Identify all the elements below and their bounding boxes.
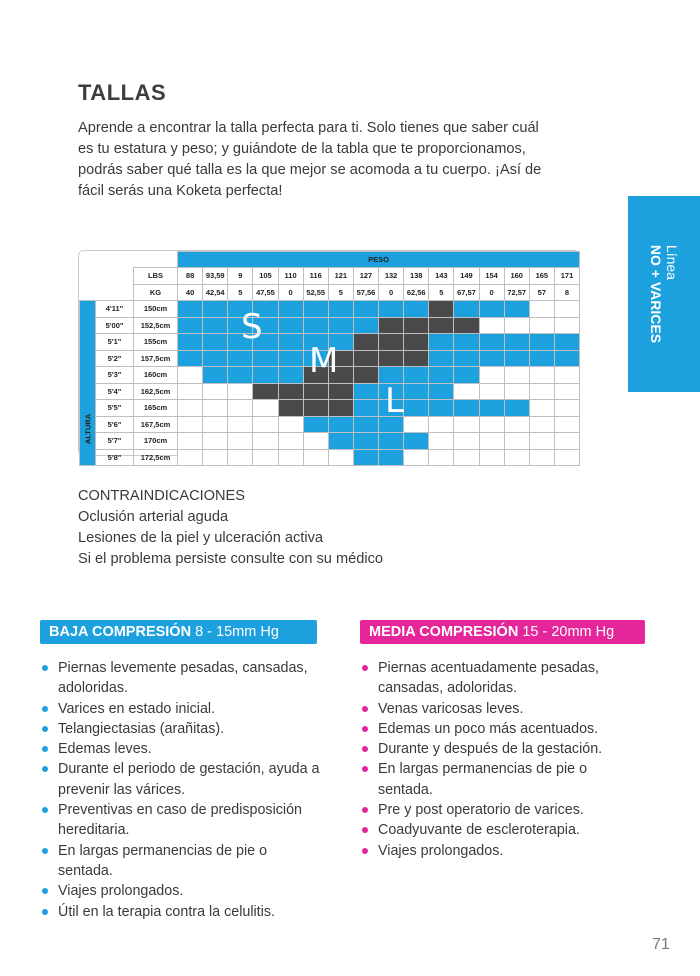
- size-cell: [429, 334, 454, 351]
- intro-line: Aprende a encontrar la talla perfecta para ti. Solo tienes que saber cuál: [78, 120, 539, 136]
- height-cm: 167,5cm: [134, 416, 178, 433]
- size-cell: [479, 334, 504, 351]
- height-cm: 170cm: [134, 433, 178, 450]
- size-cell: [253, 416, 278, 433]
- kg-value: 72,57: [504, 284, 529, 301]
- size-cell: [529, 334, 554, 351]
- list-item: Coadyuvante de escleroterapia.: [360, 820, 640, 840]
- size-cell: [178, 383, 203, 400]
- size-cell: [479, 383, 504, 400]
- size-cell: [454, 317, 479, 334]
- size-cell: [253, 383, 278, 400]
- size-cell: [379, 334, 404, 351]
- list-item: Varices en estado inicial.: [40, 699, 320, 719]
- size-cell: [454, 433, 479, 450]
- size-cell: [454, 350, 479, 367]
- size-cell: [328, 449, 353, 466]
- kg-value: 47,55: [253, 284, 278, 301]
- size-cell: [353, 317, 378, 334]
- size-cell: [504, 301, 529, 318]
- size-cell: [504, 400, 529, 417]
- list-item: Piernas levemente pesadas, cansadas, adoloridas.: [40, 658, 320, 699]
- size-cell: [454, 334, 479, 351]
- size-cell: [278, 301, 303, 318]
- size-cell: [178, 334, 203, 351]
- size-cell: [554, 383, 579, 400]
- size-cell: [429, 350, 454, 367]
- size-cell: [479, 317, 504, 334]
- size-cell: [429, 301, 454, 318]
- size-cell: [353, 350, 378, 367]
- size-cell: [529, 400, 554, 417]
- size-cell: [203, 433, 228, 450]
- size-cell: [353, 367, 378, 384]
- size-cell: [178, 449, 203, 466]
- size-cell: [404, 433, 429, 450]
- kg-value: 62,56: [404, 284, 429, 301]
- lbs-value: 165: [529, 268, 554, 285]
- size-cell: [554, 449, 579, 466]
- contraindication-item: Lesiones de la piel y ulceración activa: [78, 530, 323, 546]
- kg-row: [80, 284, 580, 301]
- size-cell: [278, 400, 303, 417]
- list-item: Venas varicosas leves.: [360, 699, 640, 719]
- size-cell: [178, 317, 203, 334]
- list-item: Pre y post operatorio de varices.: [360, 800, 640, 820]
- height-feet: 5'4": [96, 383, 134, 400]
- size-cell: [228, 449, 253, 466]
- height-cm: 150cm: [134, 301, 178, 318]
- size-cell: [328, 317, 353, 334]
- size-cell: [203, 449, 228, 466]
- size-cell: [429, 449, 454, 466]
- low-compression-title: BAJA COMPRESIÓN: [49, 624, 192, 640]
- medium-compression-list: [360, 658, 640, 861]
- list-item: Edemas leves.: [40, 739, 320, 759]
- size-cell: [278, 416, 303, 433]
- list-item: Telangiectasias (arañitas).: [40, 719, 320, 739]
- height-row: [80, 383, 580, 400]
- size-cell: [253, 400, 278, 417]
- size-cell: [479, 301, 504, 318]
- size-cell: [529, 416, 554, 433]
- size-cell: [404, 334, 429, 351]
- size-label-m: M: [309, 341, 339, 381]
- size-cell: [253, 350, 278, 367]
- height-row: [80, 416, 580, 433]
- list-item: Viajes prolongados.: [360, 841, 640, 861]
- size-cell: [454, 400, 479, 417]
- size-cell: [303, 317, 328, 334]
- size-cell: [178, 367, 203, 384]
- kg-value: 0: [278, 284, 303, 301]
- contraindication-item: Oclusión arterial aguda: [78, 509, 229, 525]
- size-cell: [529, 433, 554, 450]
- size-cell: [228, 367, 253, 384]
- size-cell: [404, 383, 429, 400]
- size-cell: [278, 449, 303, 466]
- kg-value: 57: [529, 284, 554, 301]
- size-cell: [529, 383, 554, 400]
- low-compression-header: [40, 620, 317, 644]
- size-cell: [554, 433, 579, 450]
- low-compression-range: 8 - 15mm Hg: [191, 624, 279, 640]
- height-cm: 172,5cm: [134, 449, 178, 466]
- height-feet: 5'3": [96, 367, 134, 384]
- size-cell: [328, 416, 353, 433]
- size-cell: [429, 367, 454, 384]
- intro-paragraph: [78, 118, 588, 202]
- size-cell: [479, 350, 504, 367]
- size-cell: [278, 334, 303, 351]
- size-cell: [303, 449, 328, 466]
- product-line-tab: [628, 196, 700, 392]
- size-cell: [554, 350, 579, 367]
- size-cell: [379, 350, 404, 367]
- height-cm: 157,5cm: [134, 350, 178, 367]
- size-chart: [78, 250, 580, 462]
- intro-line: podrás saber qué talla es la que mejor se acomoda a tu cuerpo. ¡Así de: [78, 162, 542, 178]
- size-cell: [529, 301, 554, 318]
- lbs-value: 110: [278, 268, 303, 285]
- size-cell: [504, 433, 529, 450]
- size-cell: [429, 400, 454, 417]
- size-cell: [203, 334, 228, 351]
- size-cell: [454, 367, 479, 384]
- kg-value: 67,57: [454, 284, 479, 301]
- list-item: En largas permanencias de pie o sentada.: [360, 759, 640, 800]
- lbs-value: 9: [228, 268, 253, 285]
- page-number: 71: [652, 936, 670, 953]
- height-row: [80, 301, 580, 318]
- size-cell: [353, 301, 378, 318]
- list-item: Preventivas en caso de predisposición hereditaria.: [40, 800, 320, 841]
- size-cell: [353, 400, 378, 417]
- lbs-value: 127: [353, 268, 378, 285]
- lbs-label: LBS: [134, 268, 178, 285]
- size-cell: [203, 317, 228, 334]
- size-cell: [328, 433, 353, 450]
- kg-label: KG: [134, 284, 178, 301]
- size-cell: [554, 301, 579, 318]
- height-row: [80, 400, 580, 417]
- height-row: [80, 433, 580, 450]
- medium-compression-title: MEDIA COMPRESIÓN: [369, 624, 519, 640]
- size-cell: [554, 317, 579, 334]
- lbs-value: 171: [554, 268, 579, 285]
- size-cell: [203, 367, 228, 384]
- chart-corner: [80, 268, 134, 285]
- height-cm: 152,5cm: [134, 317, 178, 334]
- size-cell: [328, 400, 353, 417]
- size-cell: [353, 383, 378, 400]
- kg-value: 40: [178, 284, 203, 301]
- low-compression-section: [40, 620, 320, 922]
- size-cell: [328, 301, 353, 318]
- size-cell: [479, 416, 504, 433]
- size-cell: [454, 449, 479, 466]
- low-compression-list: [40, 658, 320, 922]
- size-cell: [353, 433, 378, 450]
- height-feet: 5'6": [96, 416, 134, 433]
- height-cm: 155cm: [134, 334, 178, 351]
- height-row: [80, 449, 580, 466]
- size-cell: [303, 416, 328, 433]
- list-item: Viajes prolongados.: [40, 881, 320, 901]
- size-cell: [429, 383, 454, 400]
- size-cell: [504, 334, 529, 351]
- size-cell: [278, 317, 303, 334]
- size-cell: [429, 416, 454, 433]
- lbs-value: 121: [328, 268, 353, 285]
- size-cell: [429, 433, 454, 450]
- chart-corner: [80, 284, 134, 301]
- size-cell: [529, 350, 554, 367]
- kg-value: 0: [479, 284, 504, 301]
- height-row: [80, 317, 580, 334]
- size-cell: [253, 367, 278, 384]
- kg-value: 57,56: [353, 284, 378, 301]
- size-cell: [404, 301, 429, 318]
- size-cell: [554, 367, 579, 384]
- lbs-value: 132: [379, 268, 404, 285]
- intro-line: fácil serás una Koketa perfecta!: [78, 183, 283, 199]
- peso-label: PESO: [178, 252, 580, 268]
- size-cell: [504, 416, 529, 433]
- size-cell: [203, 383, 228, 400]
- size-cell: [278, 367, 303, 384]
- size-cell: [303, 383, 328, 400]
- size-cell: [454, 301, 479, 318]
- kg-value: 8: [554, 284, 579, 301]
- size-cell: [303, 400, 328, 417]
- medium-compression-header: [360, 620, 645, 644]
- lbs-value: 160: [504, 268, 529, 285]
- lbs-value: 88: [178, 268, 203, 285]
- size-cell: [429, 317, 454, 334]
- size-cell: [228, 416, 253, 433]
- size-cell: [228, 350, 253, 367]
- size-cell: [504, 317, 529, 334]
- kg-value: 5: [429, 284, 454, 301]
- size-cell: [303, 301, 328, 318]
- altura-axis: [80, 301, 96, 466]
- list-item: Piernas acentuadamente pesadas, cansadas, adoloridas.: [360, 658, 640, 699]
- size-cell: [404, 350, 429, 367]
- height-feet: 5'8": [96, 449, 134, 466]
- size-cell: [253, 433, 278, 450]
- size-cell: [353, 449, 378, 466]
- contraindication-note: Si el problema persiste consulte con su médico: [78, 551, 384, 567]
- size-cell: [178, 433, 203, 450]
- size-cell: [454, 416, 479, 433]
- kg-value: 5: [328, 284, 353, 301]
- size-cell: [504, 383, 529, 400]
- size-cell: [504, 449, 529, 466]
- product-line-name: NO + VARICES: [648, 244, 664, 344]
- kg-value: 52,55: [303, 284, 328, 301]
- lbs-value: 93,59: [203, 268, 228, 285]
- medium-compression-range: 15 - 20mm Hg: [518, 624, 615, 640]
- size-cell: [554, 400, 579, 417]
- list-item: Durante el periodo de gestación, ayuda a prevenir las várices.: [40, 759, 320, 800]
- size-cell: [404, 400, 429, 417]
- altura-label: ALTURA: [83, 413, 92, 445]
- size-cell: [479, 433, 504, 450]
- size-cell: [379, 449, 404, 466]
- page-title: TALLAS: [78, 80, 167, 105]
- size-cell: [379, 433, 404, 450]
- size-cell: [379, 301, 404, 318]
- size-cell: [303, 433, 328, 450]
- size-cell: [379, 317, 404, 334]
- size-cell: [178, 416, 203, 433]
- size-cell: [529, 449, 554, 466]
- size-cell: [353, 416, 378, 433]
- size-cell: [203, 301, 228, 318]
- size-cell: [479, 400, 504, 417]
- height-cm: 165cm: [134, 400, 178, 417]
- size-cell: [479, 449, 504, 466]
- list-item: Durante y después de la gestación.: [360, 739, 640, 759]
- height-feet: 5'1": [96, 334, 134, 351]
- height-feet: 5'7": [96, 433, 134, 450]
- size-cell: [529, 367, 554, 384]
- peso-header-row: [80, 252, 580, 268]
- size-cell: [479, 367, 504, 384]
- size-cell: [554, 334, 579, 351]
- list-item: Útil en la terapia contra la celulitis.: [40, 902, 320, 922]
- product-line-label: Línea: [664, 244, 680, 280]
- height-feet: 5'2": [96, 350, 134, 367]
- size-cell: [404, 367, 429, 384]
- size-cell: [203, 416, 228, 433]
- size-cell: [278, 350, 303, 367]
- size-cell: [228, 383, 253, 400]
- size-cell: [278, 433, 303, 450]
- size-cell: [328, 383, 353, 400]
- size-label-s: S: [241, 307, 263, 347]
- size-cell: [404, 449, 429, 466]
- lbs-row: [80, 268, 580, 285]
- size-cell: [228, 433, 253, 450]
- size-cell: [178, 350, 203, 367]
- kg-value: 0: [379, 284, 404, 301]
- lbs-value: 116: [303, 268, 328, 285]
- lbs-value: 154: [479, 268, 504, 285]
- height-feet: 4'11": [96, 301, 134, 318]
- size-cell: [278, 383, 303, 400]
- lbs-value: 138: [404, 268, 429, 285]
- size-cell: [554, 416, 579, 433]
- size-cell: [504, 350, 529, 367]
- kg-value: 42,54: [203, 284, 228, 301]
- contraindications-heading: CONTRAINDICACIONES: [78, 488, 246, 504]
- size-cell: [203, 400, 228, 417]
- size-label-l: L: [385, 381, 404, 421]
- size-cell: [228, 400, 253, 417]
- size-cell: [178, 301, 203, 318]
- height-cm: 160cm: [134, 367, 178, 384]
- size-cell: [404, 317, 429, 334]
- chart-corner: [80, 252, 178, 268]
- size-cell: [203, 350, 228, 367]
- height-feet: 5'00": [96, 317, 134, 334]
- lbs-value: 143: [429, 268, 454, 285]
- height-feet: 5'5": [96, 400, 134, 417]
- size-cell: [178, 400, 203, 417]
- intro-line: es tu estatura y peso; y guiándote de la tabla que te proporcionamos,: [78, 141, 526, 157]
- list-item: Edemas un poco más acentuados.: [360, 719, 640, 739]
- size-cell: [454, 383, 479, 400]
- size-cell: [529, 317, 554, 334]
- kg-value: 5: [228, 284, 253, 301]
- lbs-value: 149: [454, 268, 479, 285]
- contraindications: [78, 486, 383, 570]
- size-cell: [404, 416, 429, 433]
- list-item: En largas permanencias de pie o sentada.: [40, 841, 320, 882]
- size-cell: [253, 449, 278, 466]
- size-cell: [504, 367, 529, 384]
- size-cell: [353, 334, 378, 351]
- height-cm: 162,5cm: [134, 383, 178, 400]
- medium-compression-section: [360, 620, 640, 861]
- lbs-value: 105: [253, 268, 278, 285]
